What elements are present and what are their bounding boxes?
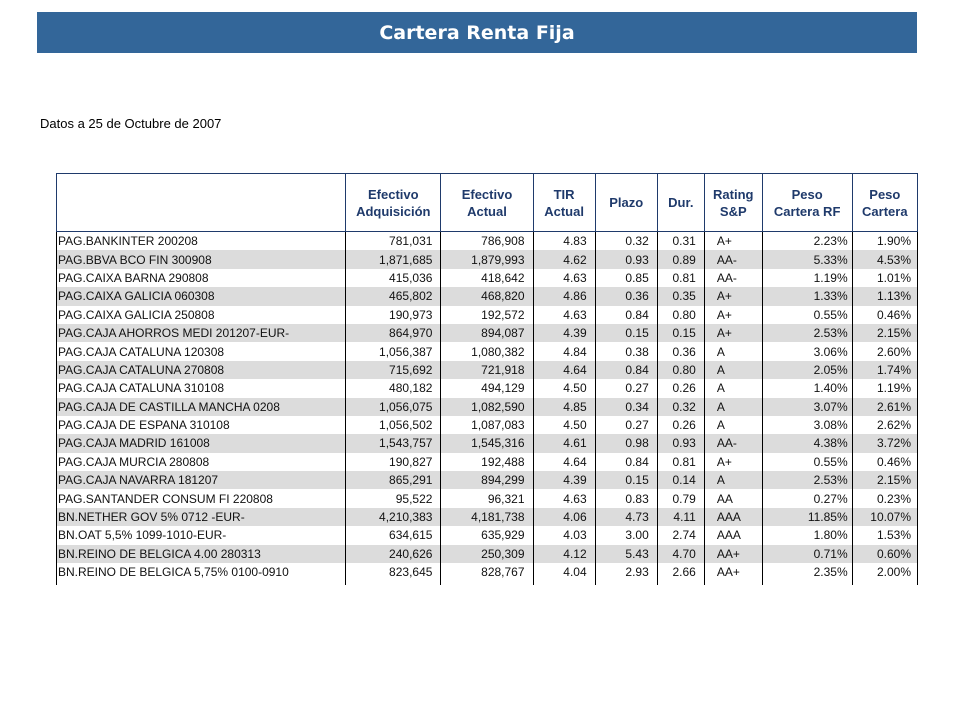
rating-cell: A+	[704, 306, 762, 324]
header-efectivo-actual: Efectivo Actual	[441, 174, 533, 232]
efectivo-adquisicion-cell: 480,182	[346, 379, 441, 397]
peso-cartera-rf-cell: 0.71%	[762, 545, 852, 563]
efectivo-adquisicion-cell: 715,692	[346, 361, 441, 379]
table-row	[57, 324, 918, 342]
rating-cell: AAA	[704, 508, 762, 526]
peso-cartera-cell: 1.90%	[852, 232, 917, 251]
peso-cartera-rf-cell: 0.55%	[762, 306, 852, 324]
header-peso-cartera: Peso Cartera	[852, 174, 917, 232]
security-name-cell: PAG.CAJA CATALUNA 310108	[57, 379, 346, 397]
efectivo-actual-cell: 250,309	[441, 545, 533, 563]
duracion-cell: 0.93	[657, 434, 704, 452]
header-peso-cartera-rf: Peso Cartera RF	[762, 174, 852, 232]
efectivo-adquisicion-cell: 95,522	[346, 489, 441, 507]
rating-cell: AA-	[704, 434, 762, 452]
table-header-row	[57, 174, 918, 232]
efectivo-adquisicion-cell: 823,645	[346, 563, 441, 585]
rating-cell: A	[704, 416, 762, 434]
tir-actual-cell: 4.50	[533, 379, 595, 397]
table-body	[57, 232, 918, 586]
peso-cartera-cell: 3.72%	[852, 434, 917, 452]
security-name-cell: PAG.CAJA DE CASTILLA MANCHA 0208	[57, 398, 346, 416]
peso-cartera-rf-cell: 1.80%	[762, 526, 852, 544]
efectivo-actual-cell: 192,488	[441, 453, 533, 471]
rating-cell: A+	[704, 287, 762, 305]
tir-actual-cell: 4.63	[533, 489, 595, 507]
header-security	[57, 174, 346, 232]
duracion-cell: 0.26	[657, 416, 704, 434]
efectivo-actual-cell: 828,767	[441, 563, 533, 585]
security-name-cell: PAG.CAJA NAVARRA 181207	[57, 471, 346, 489]
efectivo-actual-cell: 635,929	[441, 526, 533, 544]
table-row	[57, 545, 918, 563]
efectivo-actual-cell: 418,642	[441, 269, 533, 287]
peso-cartera-rf-cell: 1.40%	[762, 379, 852, 397]
efectivo-actual-cell: 894,299	[441, 471, 533, 489]
header-efectivo-adquisicion: Efectivo Adquisición	[346, 174, 441, 232]
duracion-cell: 0.26	[657, 379, 704, 397]
security-name-cell: PAG.CAIXA GALICIA 250808	[57, 306, 346, 324]
duracion-cell: 4.70	[657, 545, 704, 563]
security-name-cell: PAG.CAIXA BARNA 290808	[57, 269, 346, 287]
security-name-cell: PAG.SANTANDER CONSUM FI 220808	[57, 489, 346, 507]
peso-cartera-rf-cell: 0.55%	[762, 453, 852, 471]
plazo-cell: 0.36	[595, 287, 657, 305]
peso-cartera-rf-cell: 2.23%	[762, 232, 852, 251]
duracion-cell: 0.89	[657, 250, 704, 268]
rating-cell: A	[704, 398, 762, 416]
efectivo-actual-cell: 468,820	[441, 287, 533, 305]
portfolio-table	[56, 173, 918, 585]
peso-cartera-cell: 1.13%	[852, 287, 917, 305]
efectivo-adquisicion-cell: 1,056,075	[346, 398, 441, 416]
efectivo-adquisicion-cell: 1,871,685	[346, 250, 441, 268]
duracion-cell: 0.32	[657, 398, 704, 416]
table-row	[57, 287, 918, 305]
security-name-cell: PAG.CAIXA GALICIA 060308	[57, 287, 346, 305]
efectivo-adquisicion-cell: 415,036	[346, 269, 441, 287]
plazo-cell: 4.73	[595, 508, 657, 526]
tir-actual-cell: 4.63	[533, 269, 595, 287]
peso-cartera-cell: 2.15%	[852, 324, 917, 342]
duracion-cell: 0.79	[657, 489, 704, 507]
efectivo-adquisicion-cell: 865,291	[346, 471, 441, 489]
table-row	[57, 434, 918, 452]
duracion-cell: 4.11	[657, 508, 704, 526]
data-date: Datos a 25 de Octubre de 2007	[40, 116, 222, 131]
rating-cell: A	[704, 471, 762, 489]
efectivo-actual-cell: 721,918	[441, 361, 533, 379]
tir-actual-cell: 4.12	[533, 545, 595, 563]
table-row	[57, 508, 918, 526]
duracion-cell: 0.15	[657, 324, 704, 342]
plazo-cell: 0.98	[595, 434, 657, 452]
table-row	[57, 306, 918, 324]
plazo-cell: 0.85	[595, 269, 657, 287]
security-name-cell: PAG.CAJA MADRID 161008	[57, 434, 346, 452]
security-name-cell: BN.OAT 5,5% 1099-1010-EUR-	[57, 526, 346, 544]
tir-actual-cell: 4.83	[533, 232, 595, 251]
peso-cartera-rf-cell: 2.53%	[762, 324, 852, 342]
header-tir-actual: TIR Actual	[533, 174, 595, 232]
duracion-cell: 0.14	[657, 471, 704, 489]
security-name-cell: PAG.BBVA BCO FIN 300908	[57, 250, 346, 268]
security-name-cell: PAG.CAJA DE ESPANA 310108	[57, 416, 346, 434]
table-row	[57, 379, 918, 397]
rating-cell: A+	[704, 324, 762, 342]
peso-cartera-cell: 2.61%	[852, 398, 917, 416]
table-row	[57, 232, 918, 251]
table-row	[57, 471, 918, 489]
efectivo-actual-cell: 192,572	[441, 306, 533, 324]
efectivo-actual-cell: 96,321	[441, 489, 533, 507]
peso-cartera-rf-cell: 11.85%	[762, 508, 852, 526]
tir-actual-cell: 4.39	[533, 471, 595, 489]
peso-cartera-cell: 1.53%	[852, 526, 917, 544]
tir-actual-cell: 4.62	[533, 250, 595, 268]
peso-cartera-cell: 2.00%	[852, 563, 917, 585]
plazo-cell: 0.15	[595, 324, 657, 342]
rating-cell: A	[704, 342, 762, 360]
rating-cell: AA+	[704, 563, 762, 585]
security-name-cell: PAG.CAJA MURCIA 280808	[57, 453, 346, 471]
rating-cell: A+	[704, 453, 762, 471]
peso-cartera-rf-cell: 2.53%	[762, 471, 852, 489]
security-name-cell: PAG.CAJA CATALUNA 270808	[57, 361, 346, 379]
efectivo-adquisicion-cell: 465,802	[346, 287, 441, 305]
plazo-cell: 0.32	[595, 232, 657, 251]
peso-cartera-cell: 2.62%	[852, 416, 917, 434]
efectivo-actual-cell: 786,908	[441, 232, 533, 251]
duracion-cell: 0.36	[657, 342, 704, 360]
peso-cartera-cell: 1.19%	[852, 379, 917, 397]
plazo-cell: 0.27	[595, 416, 657, 434]
efectivo-adquisicion-cell: 4,210,383	[346, 508, 441, 526]
efectivo-actual-cell: 1,082,590	[441, 398, 533, 416]
tir-actual-cell: 4.61	[533, 434, 595, 452]
plazo-cell: 2.93	[595, 563, 657, 585]
duracion-cell: 0.80	[657, 361, 704, 379]
plazo-cell: 0.93	[595, 250, 657, 268]
table-row	[57, 453, 918, 471]
rating-cell: A+	[704, 232, 762, 251]
efectivo-actual-cell: 1,879,993	[441, 250, 533, 268]
tir-actual-cell: 4.06	[533, 508, 595, 526]
table-row	[57, 489, 918, 507]
header-rating: Rating S&P	[704, 174, 762, 232]
security-name-cell: PAG.CAJA AHORROS MEDI 201207-EUR-	[57, 324, 346, 342]
table-row	[57, 416, 918, 434]
table-row	[57, 526, 918, 544]
peso-cartera-cell: 10.07%	[852, 508, 917, 526]
rating-cell: AA+	[704, 545, 762, 563]
efectivo-actual-cell: 1,080,382	[441, 342, 533, 360]
rating-cell: A	[704, 379, 762, 397]
efectivo-adquisicion-cell: 634,615	[346, 526, 441, 544]
security-name-cell: BN.NETHER GOV 5% 0712 -EUR-	[57, 508, 346, 526]
efectivo-adquisicion-cell: 190,973	[346, 306, 441, 324]
peso-cartera-cell: 0.46%	[852, 306, 917, 324]
plazo-cell: 0.84	[595, 453, 657, 471]
duracion-cell: 2.74	[657, 526, 704, 544]
peso-cartera-cell: 4.53%	[852, 250, 917, 268]
plazo-cell: 0.34	[595, 398, 657, 416]
duracion-cell: 0.81	[657, 269, 704, 287]
duracion-cell: 0.80	[657, 306, 704, 324]
efectivo-adquisicion-cell: 1,543,757	[346, 434, 441, 452]
peso-cartera-rf-cell: 0.27%	[762, 489, 852, 507]
efectivo-actual-cell: 1,087,083	[441, 416, 533, 434]
security-name-cell: BN.REINO DE BELGICA 5,75% 0100-0910	[57, 563, 346, 585]
rating-cell: A	[704, 361, 762, 379]
duracion-cell: 0.35	[657, 287, 704, 305]
plazo-cell: 0.84	[595, 361, 657, 379]
peso-cartera-cell: 0.60%	[852, 545, 917, 563]
peso-cartera-cell: 1.74%	[852, 361, 917, 379]
tir-actual-cell: 4.63	[533, 306, 595, 324]
duracion-cell: 0.31	[657, 232, 704, 251]
efectivo-actual-cell: 894,087	[441, 324, 533, 342]
table-row	[57, 269, 918, 287]
efectivo-adquisicion-cell: 1,056,387	[346, 342, 441, 360]
efectivo-actual-cell: 1,545,316	[441, 434, 533, 452]
security-name-cell: PAG.CAJA CATALUNA 120308	[57, 342, 346, 360]
peso-cartera-rf-cell: 2.05%	[762, 361, 852, 379]
efectivo-actual-cell: 4,181,738	[441, 508, 533, 526]
peso-cartera-rf-cell: 3.07%	[762, 398, 852, 416]
tir-actual-cell: 4.85	[533, 398, 595, 416]
header-duracion: Dur.	[657, 174, 704, 232]
efectivo-adquisicion-cell: 864,970	[346, 324, 441, 342]
table-row	[57, 250, 918, 268]
rating-cell: AA-	[704, 250, 762, 268]
efectivo-adquisicion-cell: 190,827	[346, 453, 441, 471]
table-row	[57, 563, 918, 585]
peso-cartera-rf-cell: 3.08%	[762, 416, 852, 434]
header-plazo: Plazo	[595, 174, 657, 232]
peso-cartera-cell: 0.46%	[852, 453, 917, 471]
plazo-cell: 0.38	[595, 342, 657, 360]
tir-actual-cell: 4.39	[533, 324, 595, 342]
security-name-cell: BN.REINO DE BELGICA 4.00 280313	[57, 545, 346, 563]
efectivo-adquisicion-cell: 1,056,502	[346, 416, 441, 434]
rating-cell: AA	[704, 489, 762, 507]
peso-cartera-cell: 1.01%	[852, 269, 917, 287]
duracion-cell: 2.66	[657, 563, 704, 585]
plazo-cell: 0.84	[595, 306, 657, 324]
page-title: Cartera Renta Fija	[37, 12, 917, 53]
peso-cartera-cell: 2.15%	[852, 471, 917, 489]
rating-cell: AAA	[704, 526, 762, 544]
plazo-cell: 0.83	[595, 489, 657, 507]
efectivo-adquisicion-cell: 781,031	[346, 232, 441, 251]
tir-actual-cell: 4.50	[533, 416, 595, 434]
tir-actual-cell: 4.64	[533, 361, 595, 379]
efectivo-actual-cell: 494,129	[441, 379, 533, 397]
plazo-cell: 5.43	[595, 545, 657, 563]
security-name-cell: PAG.BANKINTER 200208	[57, 232, 346, 251]
peso-cartera-rf-cell: 4.38%	[762, 434, 852, 452]
plazo-cell: 0.27	[595, 379, 657, 397]
peso-cartera-cell: 0.23%	[852, 489, 917, 507]
tir-actual-cell: 4.03	[533, 526, 595, 544]
tir-actual-cell: 4.64	[533, 453, 595, 471]
table-row	[57, 342, 918, 360]
peso-cartera-rf-cell: 1.33%	[762, 287, 852, 305]
peso-cartera-rf-cell: 1.19%	[762, 269, 852, 287]
table-row	[57, 361, 918, 379]
table-row	[57, 398, 918, 416]
peso-cartera-rf-cell: 5.33%	[762, 250, 852, 268]
peso-cartera-rf-cell: 3.06%	[762, 342, 852, 360]
plazo-cell: 3.00	[595, 526, 657, 544]
peso-cartera-rf-cell: 2.35%	[762, 563, 852, 585]
tir-actual-cell: 4.04	[533, 563, 595, 585]
peso-cartera-cell: 2.60%	[852, 342, 917, 360]
tir-actual-cell: 4.86	[533, 287, 595, 305]
tir-actual-cell: 4.84	[533, 342, 595, 360]
duracion-cell: 0.81	[657, 453, 704, 471]
efectivo-adquisicion-cell: 240,626	[346, 545, 441, 563]
rating-cell: AA-	[704, 269, 762, 287]
plazo-cell: 0.15	[595, 471, 657, 489]
